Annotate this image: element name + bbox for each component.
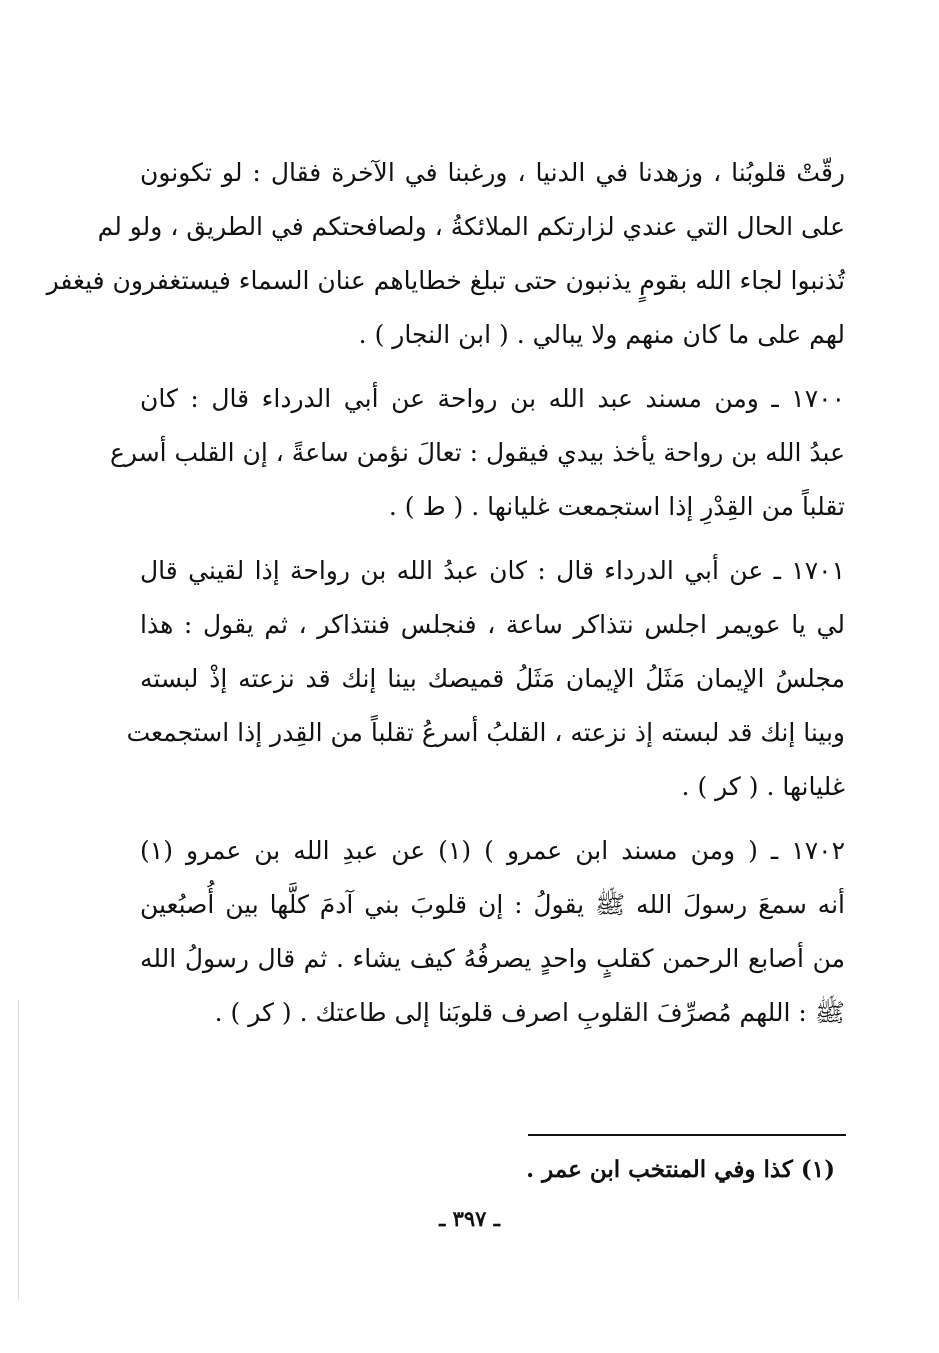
- paragraph-1: [46, 146, 845, 362]
- text-line: ﷺ : اللهم مُصرِّفَ القلوبِ اصرف قلوبَنا إلى طاعتك . ( كر ) .: [214, 998, 845, 1027]
- text-line: مجلسُ الإيمان مَثَلُ الإيمان مَثَلُ قميصك بينا إنك قد نزعته إذْ لبسته: [140, 664, 845, 693]
- page-number: ـ ٣٩٧ ـ: [439, 1206, 500, 1231]
- text-line: أنه سمعَ رسولَ الله ﷺ يقولُ : إن قلوبَ بني آدمَ كلَّها بين أُصبُعين: [140, 890, 845, 919]
- hadith-1702: [140, 824, 845, 1040]
- text-line: لهم على ما كان منهم ولا يبالي . ( ابن النجار ) .: [358, 320, 845, 349]
- text-line: غليانها . ( كر ) .: [681, 772, 845, 801]
- hadith-1700: [110, 372, 845, 534]
- text-line: ١٧٠٠ ـ ومن مسند عبد الله بن رواحة عن أبي الدرداء قال : كان: [140, 384, 845, 413]
- body-text: [46, 146, 846, 1050]
- text-line: ١٧٠٢ ـ ( ومن مسند ابن عمرو ) (١) عن عبدِ الله بن عمرو (١): [140, 836, 846, 865]
- footnote: (١) كذا وفي المنتخب ابن عمر .: [526, 1156, 835, 1183]
- hadith-1701: [126, 544, 845, 814]
- scan-edge-line: [18, 1000, 19, 1300]
- text-line: ١٧٠١ ـ عن أبي الدرداء قال : كان عبدُ الله بن رواحة إذا لقيني قال: [140, 556, 845, 585]
- text-line: لي يا عويمر اجلس نتذاكر ساعة ، فنجلس فنتذاكر ، ثم يقول : هذا: [140, 610, 845, 639]
- text-line: وبينا إنك قد لبسته إذ نزعته ، القلبُ أسرعُ تقلباً من القِدر إذا استجمعت: [126, 718, 845, 747]
- text-line: عبدُ الله بن رواحة يأخذ بيدي فيقول : تعالَ نؤمن ساعةً ، إن القلب أسرع: [110, 438, 845, 467]
- text-line: تُذنبوا لجاء الله بقومٍ يذنبون حتى تبلغ خطاياهم عنان السماء فيستغفرون فيغفر: [46, 266, 845, 295]
- text-line: رقّتْ قلوبُنا ، وزهدنا في الدنيا ، ورغبنا في الآخرة فقال : لو تكونون: [140, 158, 845, 187]
- text-line: على الحال التي عندي لزارتكم الملائكةُ ، ولصافحتكم في الطريق ، ولو لم: [97, 212, 845, 241]
- footnote-divider: [528, 1134, 846, 1136]
- text-line: تقلباً من القِدْرِ إذا استجمعت غليانها . ( ط ) .: [388, 492, 845, 521]
- text-line: من أصابع الرحمن كقلبٍ واحدٍ يصرفُهُ كيف يشاء . ثم قال رسولُ الله: [140, 944, 845, 973]
